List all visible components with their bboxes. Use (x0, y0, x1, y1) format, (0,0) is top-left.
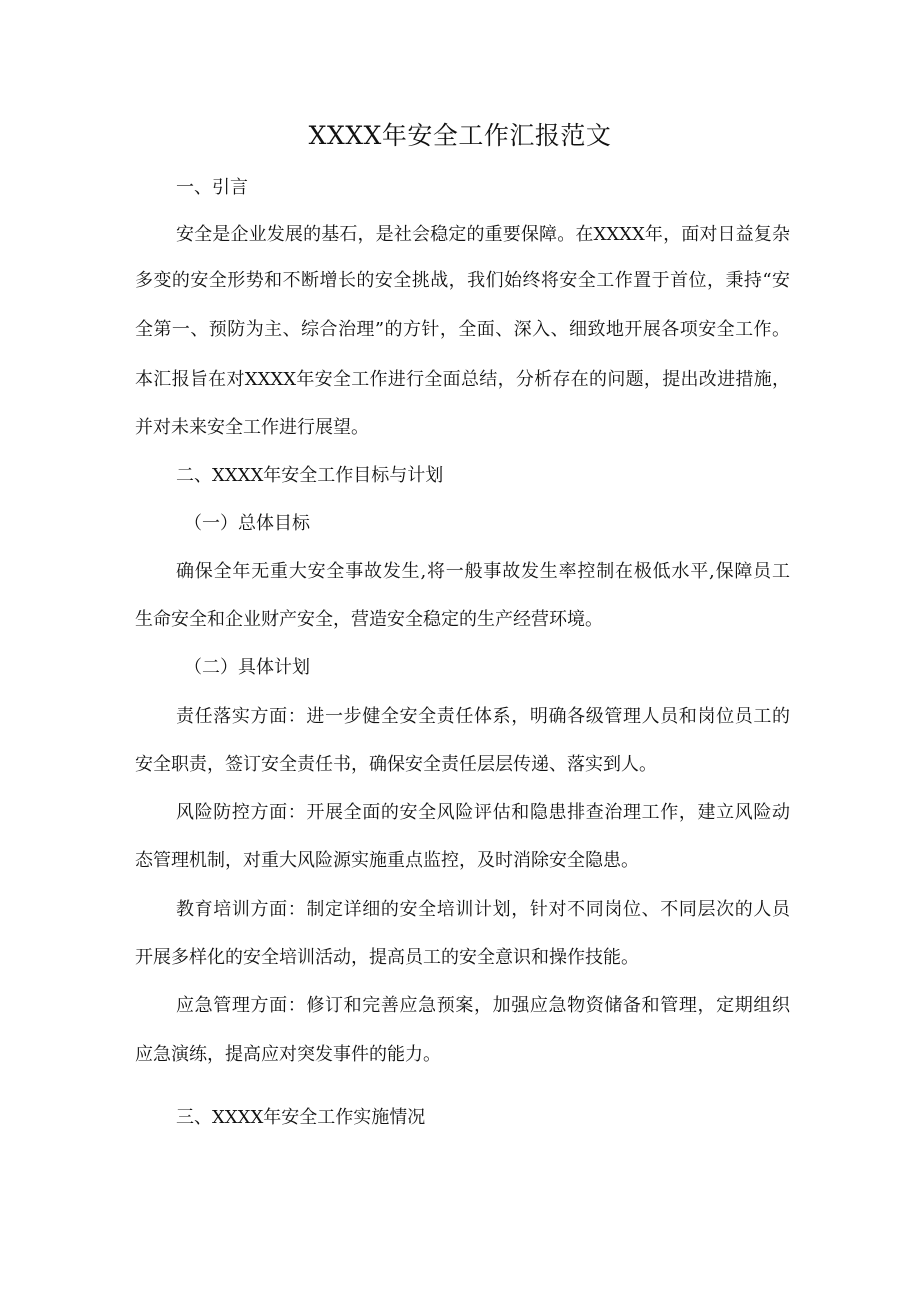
emergency-line: 应急管理方面：修订和完善应急预案，加强应急物资储备和管理，定期组织 (176, 995, 790, 1016)
implementation-heading: 三、XXXX年安全工作实施情况 (176, 1107, 426, 1128)
goals-heading: 二、XXXX年安全工作目标与计划 (176, 465, 444, 486)
training-line: 开展多样化的安全培训活动，提高员工的安全意识和操作技能。 (135, 947, 639, 968)
intro-paragraph-line: 本汇报旨在对XXXX年安全工作进行全面总结，分析存在的问题，提出改进措施， (135, 369, 790, 390)
risk-control-line: 态管理机制，对重大风险源实施重点监控，及时消除安全隐患。 (135, 850, 639, 871)
intro-paragraph-line: 并对未来安全工作进行展望。 (135, 417, 369, 438)
intro-paragraph-line: 安全是企业发展的基石，是社会稳定的重要保障。在XXXX年，面对日益复杂 (176, 224, 790, 245)
intro-paragraph-line: 全第一、预防为主、综合治理”的方针，全面、深入、细致地开展各项安全工作。 (135, 319, 790, 340)
emergency-line: 应急演练，提高应对突发事件的能力。 (135, 1044, 441, 1065)
overall-goal-line: 确保全年无重大安全事故发生,将一般事故发生率控制在极低水平,保障员工 (176, 561, 790, 582)
training-line: 教育培训方面：制定详细的安全培训计划，针对不同岗位、不同层次的人员 (176, 899, 790, 920)
overall-goal-heading: （一）总体目标 (184, 513, 310, 534)
document-title: XXXX年安全工作汇报范文 (308, 121, 612, 150)
intro-paragraph-line: 多变的安全形势和不断增长的安全挑战，我们始终将安全工作置于首位，秉持“安 (135, 270, 790, 291)
risk-control-line: 风险防控方面：开展全面的安全风险评估和隐患排查治理工作，建立风险动 (176, 802, 790, 823)
overall-goal-line: 生命安全和企业财产安全，营造安全稳定的生产经营环境。 (135, 609, 603, 630)
responsibility-line: 安全职责，签订安全责任书，确保安全责任层层传递、落实到人。 (135, 754, 657, 775)
specific-plan-heading: （二）具体计划 (184, 657, 310, 678)
responsibility-line: 责任落实方面：进一步健全安全责任体系，明确各级管理人员和岗位员工的 (176, 706, 790, 727)
intro-heading: 一、引言 (176, 177, 248, 198)
